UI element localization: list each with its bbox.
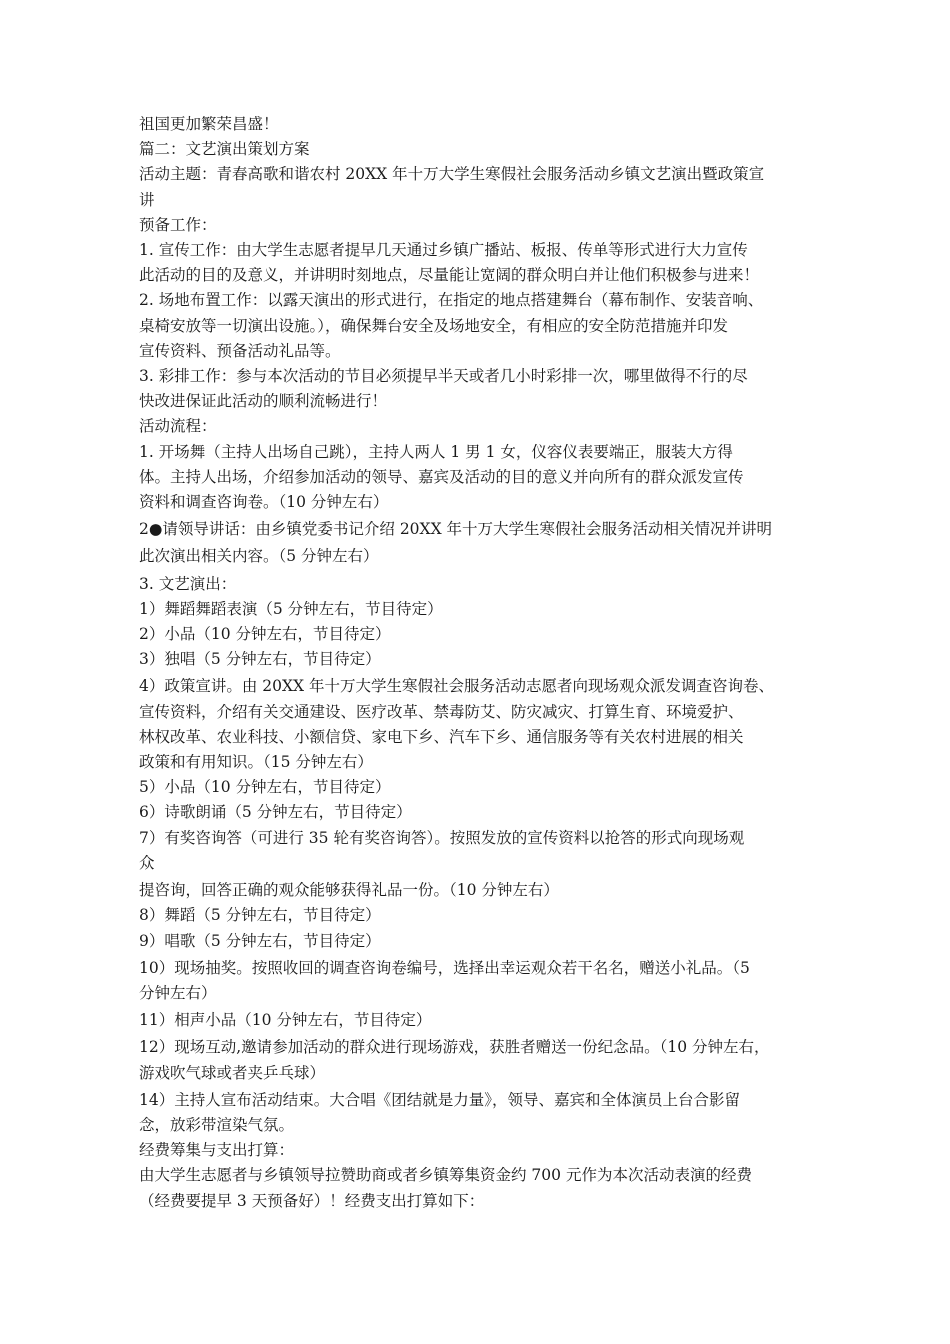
list-item: 8）舞蹈（5 分钟左右，节目待定） [139, 906, 381, 925]
subheading: 活动流程： [139, 417, 217, 436]
text-line: 由大学生志愿者与乡镇领导拉赞助商或者乡镇筹集资金约 700 元作为本次活动表演的经费 [139, 1166, 752, 1185]
text-line: 体。主持人出场，介绍参加活动的领导、嘉宾及活动的目的意义并向所有的群众派发宣传 [139, 467, 744, 486]
text-line: 念，放彩带渲染气氛。 [139, 1115, 295, 1134]
list-item: 11）相声小品（10 分钟左右，节目待定） [139, 1011, 432, 1030]
list-item: 6）诗歌朗诵（5 分钟左右，节目待定） [139, 803, 412, 822]
text-line: 2●请领导讲话：由乡镇党委书记介绍 20XX 年十万大学生寒假社会服务活动相关情况并讲明 [139, 520, 773, 539]
text-line: 分钟左右） [139, 983, 217, 1002]
text-line: 桌椅安放等一切演出设施。），确保舞台安全及场地安全，有相应的安全防范措施并印发 [139, 316, 729, 335]
text-line: 宣传资料、预备活动礼品等。 [139, 341, 341, 360]
list-item: 5）小品（10 分钟左右，节目待定） [139, 778, 391, 797]
text-line: （经费要提早 3 天预备好）！经费支出打算如下： [139, 1191, 485, 1210]
text-line: 1. 开场舞（主持人出场自己跳），主持人两人 1 男 1 女，仪容仪表要端正，服装大方得 [139, 442, 733, 461]
text-line: 2. 场地布置工作：以露天演出的形式进行，在指定的地点搭建舞台（幕布制作、安装音响、 [139, 291, 764, 310]
list-item: 10）现场抽奖。按照收回的调查咨询卷编号，选择出幸运观众若干名名，赠送小礼品。（5 [139, 958, 750, 977]
text-line: 1. 宣传工作：由大学生志愿者提早几天通过乡镇广播站、板报、传单等形式进行大力宣传 [139, 241, 748, 260]
text-line: 宣传资料，介绍有关交通建设、医疗改革、禁毒防艾、防灾减灾、打算生育、环境爱护、 [139, 702, 744, 721]
list-item: 7）有奖咨询答（可进行 35 轮有奖咨询答）。按照发放的宣传资料以抢答的形式向现场观 [139, 828, 745, 847]
text-line: 快改进保证此活动的顺利流畅进行！ [139, 392, 388, 411]
subheading: 预备工作： [139, 215, 217, 234]
document-body [139, 112, 829, 1214]
list-item: 12）现场互动,邀请参加活动的群众进行现场游戏，获胜者赠送一份纪念品。（10 分钟左右， [139, 1038, 770, 1057]
list-item: 2）小品（10 分钟左右，节目待定） [139, 625, 391, 644]
text-line: 3. 彩排工作：参与本次活动的节目必须提早半天或者几小时彩排一次，哪里做得不行的尽 [139, 367, 748, 386]
text-line: 讲 [139, 190, 155, 209]
text-line: 3. 文艺演出： [139, 574, 237, 593]
text-line: 提咨询，回答正确的观众能够获得礼品一份。（10 分钟左右） [139, 881, 559, 900]
section-heading: 篇二：文艺演出策划方案 [139, 140, 310, 159]
list-item: 1）舞蹈舞蹈表演（5 分钟左右，节目待定） [139, 599, 443, 618]
list-item: 4）政策宣讲。由 20XX 年十万大学生寒假社会服务活动志愿者向现场观众派发调查咨询卷、 [139, 677, 775, 696]
text-line: 此活动的目的及意义，并讲明时刻地点，尽量能让宽阔的群众明白并让他们积极参与进来！ [139, 266, 760, 285]
text-line: 资料和调查咨询卷。（10 分钟左右） [139, 493, 389, 512]
list-item: 14）主持人宣布活动结束。大合唱《团结就是力量》，领导、嘉宾和全体演员上台合影留 [139, 1090, 740, 1109]
text-line: 政策和有用知识。（15 分钟左右） [139, 753, 373, 772]
text-line: 游戏吹气球或者夹乒乓球） [139, 1063, 326, 1082]
text-line: 林权改革、农业科技、小额信贷、家电下乡、汽车下乡、通信服务等有关农村进展的相关 [139, 727, 744, 746]
text-line: 活动主题：青春高歌和谐农村 20XX 年十万大学生寒假社会服务活动乡镇文艺演出暨政策宣 [139, 165, 765, 184]
subheading: 经费筹集与支出打算： [139, 1141, 295, 1160]
text-line: 祖国更加繁荣昌盛！ [139, 115, 279, 133]
text-line: 众 [139, 853, 155, 872]
text-line: 此次演出相关内容。（5 分钟左右） [139, 547, 379, 566]
list-item: 3）独唱（5 分钟左右，节目待定） [139, 650, 381, 669]
list-item: 9）唱歌（5 分钟左右，节目待定） [139, 931, 381, 950]
